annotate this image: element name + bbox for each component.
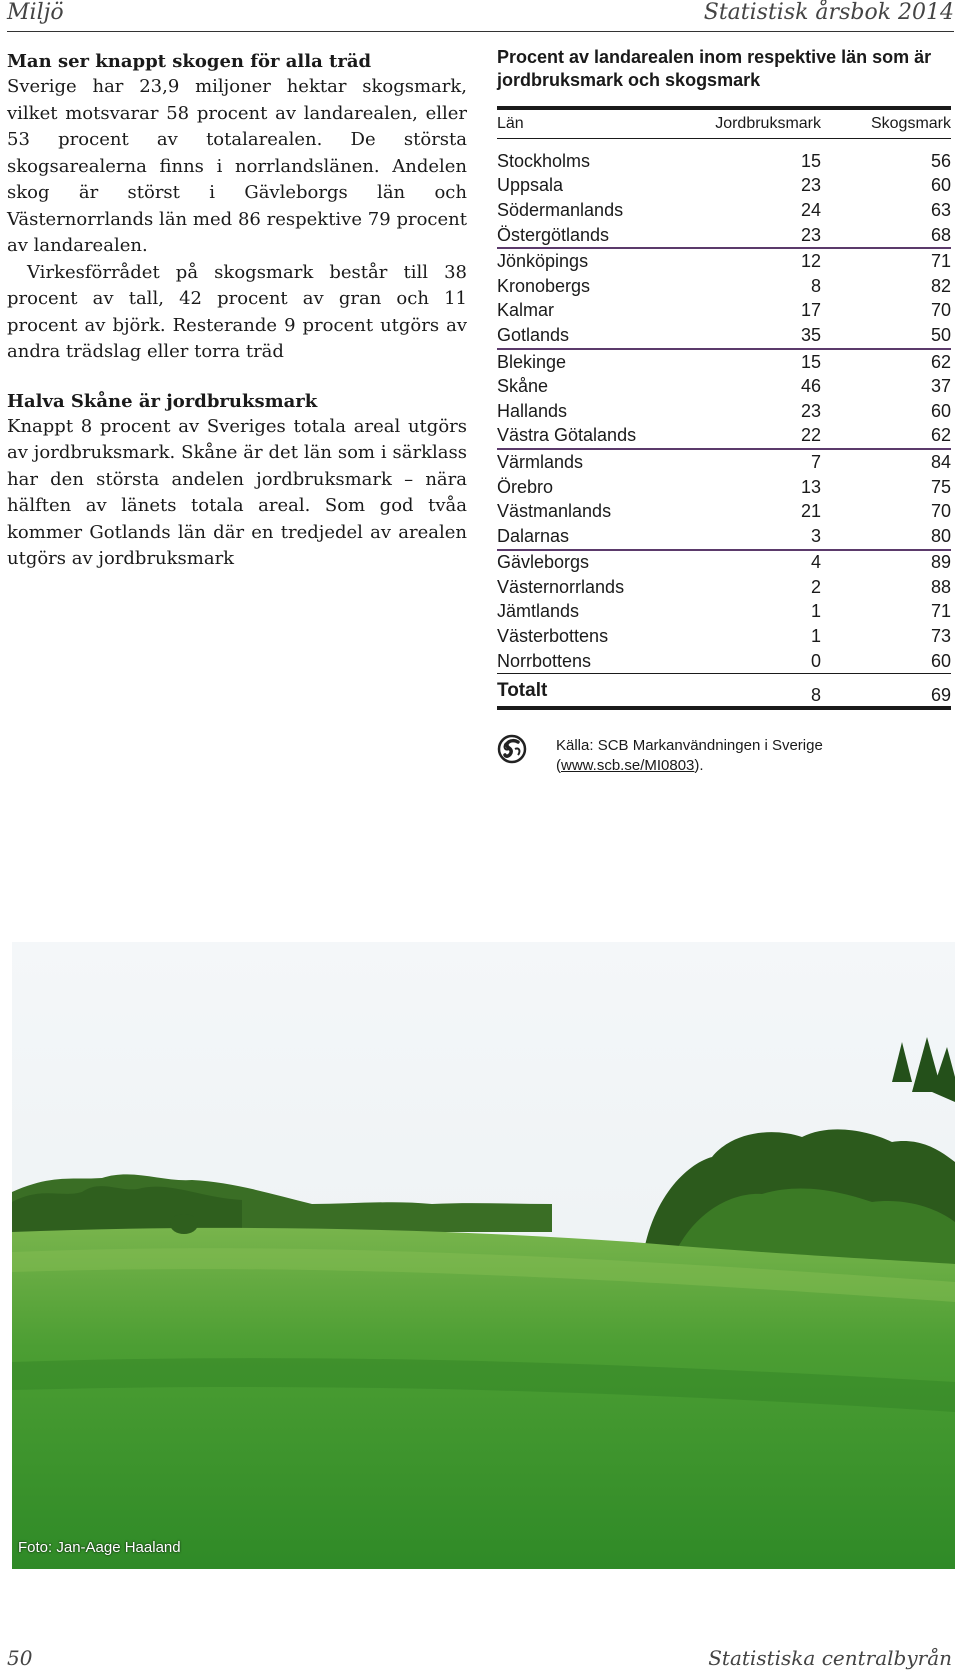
cell-lan: Örebro <box>497 476 554 497</box>
cell-jordbruksmark: 23 <box>800 400 821 421</box>
cell-jordbruksmark: 7 <box>810 451 821 472</box>
heading-agriculture: Halva Skåne är jordbruksmark <box>7 390 318 412</box>
heading-forest: Man ser knappt skogen för alla träd <box>7 51 372 72</box>
table-row-group <box>497 450 951 548</box>
table-row <box>497 249 951 274</box>
table-row <box>497 198 951 223</box>
landscape-photo <box>12 942 955 1569</box>
cell-lan: Uppsala <box>497 175 564 196</box>
cell-lan: Jämtlands <box>497 601 580 622</box>
source-text <box>556 736 956 776</box>
table-row <box>497 649 951 674</box>
table-row <box>497 475 951 500</box>
running-header-section: Miljö <box>7 0 64 25</box>
cell-lan: Värmlands <box>497 451 584 472</box>
cell-jordbruksmark: 21 <box>800 501 821 522</box>
table-row <box>497 499 951 524</box>
table-row <box>497 274 951 299</box>
cell-skogsmark: 71 <box>930 601 951 622</box>
cell-skogsmark: 73 <box>930 626 951 647</box>
cell-jordbruksmark: 35 <box>800 324 821 345</box>
cell-skogsmark: 63 <box>930 199 951 220</box>
cell-skogsmark: 62 <box>930 351 951 372</box>
table-row <box>497 524 951 549</box>
column-header-jordbruksmark: Jordbruksmark <box>715 115 821 132</box>
source-paren-open: ( <box>556 757 561 774</box>
cell-skogsmark: 80 <box>930 525 951 546</box>
cell-jordbruksmark: 8 <box>810 275 821 296</box>
cell-total-skogsmark: 69 <box>930 684 951 705</box>
table-row <box>497 600 951 625</box>
cell-skogsmark: 70 <box>930 501 951 522</box>
page-number: 50 <box>7 1646 33 1670</box>
cell-total-label: Totalt <box>497 680 548 702</box>
header-rule <box>7 31 954 32</box>
table-row-group <box>497 149 951 247</box>
cell-lan: Hallands <box>497 400 568 421</box>
cell-jordbruksmark: 17 <box>800 300 821 321</box>
cell-skogsmark: 50 <box>930 324 951 345</box>
table-row <box>497 174 951 199</box>
cell-skogsmark: 75 <box>930 476 951 497</box>
photo-credit: Foto: Jan-Aage Haaland <box>18 1539 181 1556</box>
table-header-rule <box>497 138 951 139</box>
cell-jordbruksmark: 1 <box>810 626 821 647</box>
table-row <box>497 223 951 248</box>
paragraph-agriculture: Knappt 8 procent av Sveriges totala areal utgörs av jordbruksmark. Skåne är det län som i särklass har den största andelen jordbruksmark – nära hälften av länets totala areal. Som god tvåa kommer Gotlands län där en tredjedel av arealen utgörs av jordbruksmark <box>7 415 467 569</box>
cell-lan: Jönköpings <box>497 251 589 272</box>
source-link[interactable]: www.scb.se/MI0803 <box>561 757 695 774</box>
cell-skogsmark: 82 <box>930 275 951 296</box>
cell-jordbruksmark: 22 <box>800 425 821 446</box>
table-row <box>497 424 951 449</box>
cell-skogsmark: 84 <box>930 451 951 472</box>
field-landscape-illustration <box>12 942 955 1569</box>
cell-lan: Västerbottens <box>497 626 609 647</box>
cell-jordbruksmark: 15 <box>800 150 821 171</box>
table-body <box>497 149 951 710</box>
cell-lan: Södermanlands <box>497 199 624 220</box>
cell-skogsmark: 60 <box>930 175 951 196</box>
cell-lan: Blekinge <box>497 351 567 372</box>
table-row <box>497 323 951 348</box>
table-row <box>497 450 951 475</box>
column-header-skogsmark: Skogsmark <box>870 115 951 132</box>
table-row <box>497 374 951 399</box>
cell-lan: Östergötlands <box>497 224 610 245</box>
cell-skogsmark: 68 <box>930 224 951 245</box>
table-total-row <box>497 674 951 706</box>
table-row <box>497 575 951 600</box>
cell-skogsmark: 37 <box>930 376 951 397</box>
source-paren-close: ). <box>694 757 704 774</box>
cell-lan: Västra Götalands <box>497 425 637 446</box>
cell-jordbruksmark: 23 <box>800 224 821 245</box>
body-text-column <box>7 50 467 573</box>
cell-jordbruksmark: 0 <box>810 650 821 671</box>
cell-lan: Gävleborgs <box>497 552 590 573</box>
cell-lan: Kalmar <box>497 300 555 321</box>
cell-lan: Kronobergs <box>497 275 591 296</box>
cell-lan: Stockholms <box>497 150 591 171</box>
cell-jordbruksmark: 12 <box>800 251 821 272</box>
cell-lan: Norrbottens <box>497 650 592 671</box>
cell-skogsmark: 62 <box>930 425 951 446</box>
cell-lan: Gotlands <box>497 324 570 345</box>
cell-jordbruksmark: 3 <box>810 525 821 546</box>
footer-organisation: Statistiska centralbyrån <box>708 1646 952 1670</box>
cell-jordbruksmark: 15 <box>800 351 821 372</box>
cell-total-jordbruksmark: 8 <box>810 684 821 705</box>
running-header-publication: Statistisk årsbok 2014 <box>703 0 954 25</box>
cell-jordbruksmark: 4 <box>810 552 821 573</box>
cell-lan: Västernorrlands <box>497 576 625 597</box>
table-row <box>497 551 951 576</box>
table-bottom-rule <box>497 706 951 710</box>
source-prefix: Källa: SCB Markanvändningen i Sverige <box>556 737 823 754</box>
cell-skogsmark: 70 <box>930 300 951 321</box>
table-row-group <box>497 350 951 448</box>
cell-skogsmark: 60 <box>930 400 951 421</box>
cell-jordbruksmark: 1 <box>810 601 821 622</box>
table-row <box>497 624 951 649</box>
cell-skogsmark: 88 <box>930 576 951 597</box>
cell-lan: Västmanlands <box>497 501 612 522</box>
cell-jordbruksmark: 46 <box>800 376 821 397</box>
cell-skogsmark: 56 <box>930 150 951 171</box>
table-row-group <box>497 551 951 674</box>
cell-jordbruksmark: 24 <box>800 199 821 220</box>
cell-skogsmark: 89 <box>930 552 951 573</box>
cell-lan: Dalarnas <box>497 525 570 546</box>
table-title: Procent av landarealen inom respektive län som är jordbruksmark och skogsmark <box>497 47 932 90</box>
table-row <box>497 149 951 174</box>
table-row <box>497 350 951 375</box>
scb-logo-icon <box>497 734 527 764</box>
cell-jordbruksmark: 23 <box>800 175 821 196</box>
cell-jordbruksmark: 13 <box>800 476 821 497</box>
column-header-lan: Län <box>497 115 524 132</box>
table-row-group <box>497 249 951 347</box>
table-row <box>497 299 951 324</box>
paragraph-timber-stock: Virkesförrådet på skogsmark består till 38 procent av tall, 42 procent av gran och 11 procent av björk. Resterande 9 procent utgörs av andra trädslag eller torra träd <box>7 261 467 362</box>
cell-jordbruksmark: 2 <box>810 576 821 597</box>
cell-skogsmark: 60 <box>930 650 951 671</box>
paragraph-forest-area: Sverige har 23,9 miljoner hektar skogsmark, vilket motsvarar 58 procent av landarealen, eller 53 procent av totalarealen. De största skogsarealerna finns i norrlandslänen. Andelen skog är störst i Gävleborgs län och Västernorrlands län med 86 respektive 79 procent av landarealen. <box>7 76 467 256</box>
cell-lan: Skåne <box>497 376 549 397</box>
land-use-table <box>497 46 951 710</box>
cell-skogsmark: 71 <box>930 251 951 272</box>
table-header-row <box>497 110 951 138</box>
table-row <box>497 399 951 424</box>
